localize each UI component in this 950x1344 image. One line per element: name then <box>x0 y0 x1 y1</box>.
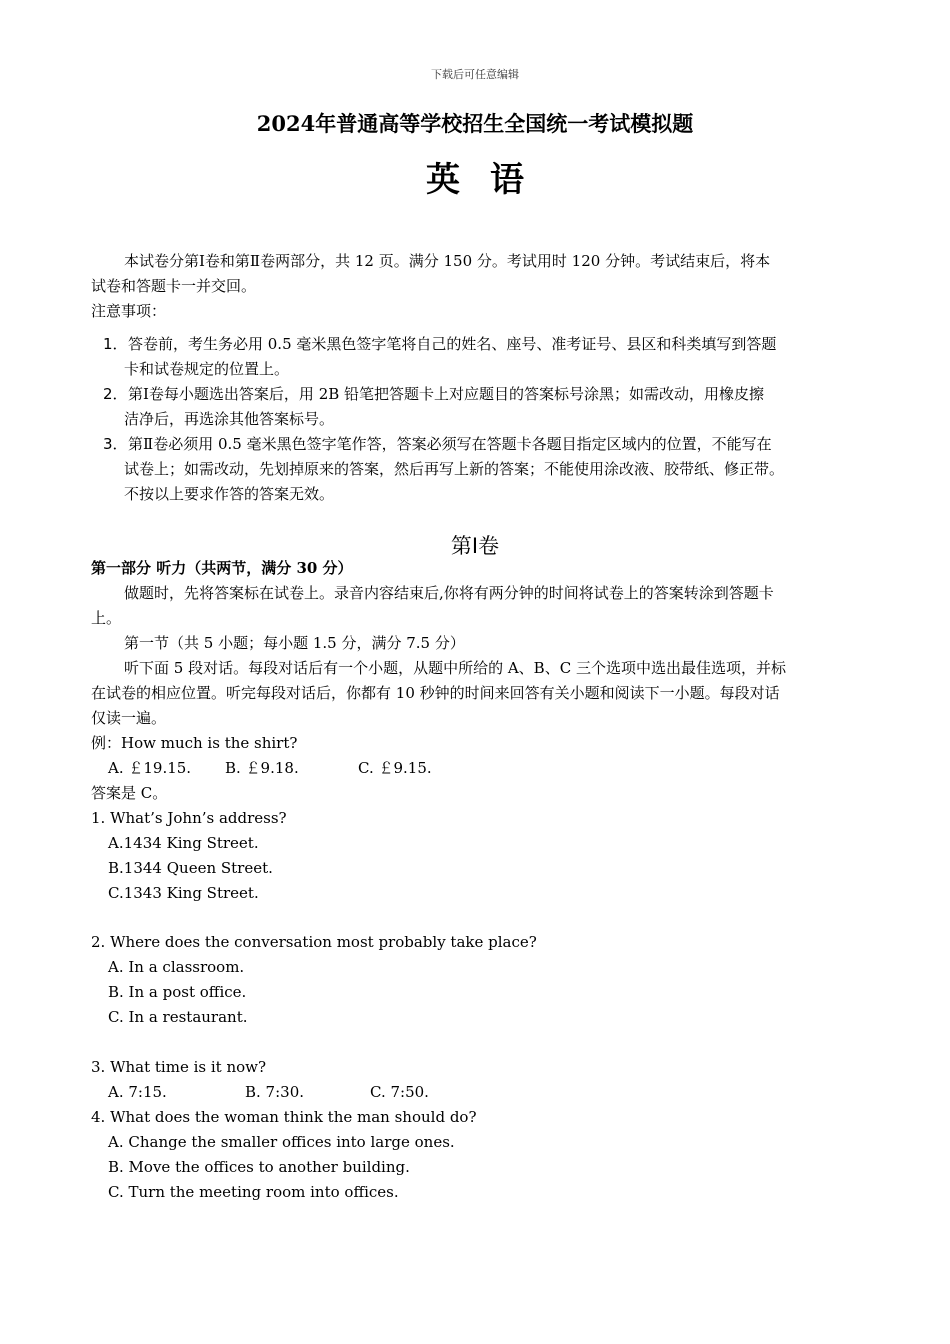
instruction-line: 听下面 5 段对话。每段对话后有一个小题，从题中所给的 A、B、C 三个选项中选出最佳选项，并标 <box>124 659 786 677</box>
question: 1. What’s John’s address? <box>91 809 287 827</box>
notice-text: 试卷上；如需改动，先划掉原来的答案，然后再写上新的答案；不能使用涂改液、胶带纸、修正带。 <box>124 460 785 478</box>
intro-line: 试卷和答题卡一并交回。 <box>91 277 257 295</box>
example-answer: 答案是 C。 <box>91 784 168 802</box>
notice-text: 第Ⅰ卷每小题选出答案后，用 2B 铅笔把答题卡上对应题目的答案标号涂黑；如需改动，用橡皮擦 <box>128 385 765 403</box>
example-question: 例：How much is the shirt? <box>91 734 298 752</box>
option: C. In a restaurant. <box>108 1008 248 1026</box>
section-title: 第Ⅰ卷 <box>450 534 500 558</box>
option: B. 7:30. <box>245 1083 305 1101</box>
option: C.1343 King Street. <box>108 884 259 902</box>
instruction-line: 做题时，先将答案标在试卷上。录音内容结束后,你将有两分钟的时间将试卷上的答案转涂到答题卡 <box>124 584 774 602</box>
intro-line: 本试卷分第Ⅰ卷和第Ⅱ卷两部分，共 12 页。满分 150 分。考试用时 120 分钟。考试结束后，将本 <box>124 252 771 270</box>
subject-title: 英语 <box>426 160 554 200</box>
option: B. In a post office. <box>108 983 247 1001</box>
example-option: B. ￡9.18. <box>225 759 299 777</box>
notice-text: 洁净后，再选涂其他答案标号。 <box>124 410 335 428</box>
option: A. Change the smaller offices into large ones. <box>108 1133 455 1151</box>
notice-text: 第Ⅱ卷必须用 0.5 毫米黑色签字笔作答，答案必须写在答题卡各题目指定区域内的位置，不能写在 <box>128 435 772 453</box>
sub-heading: 第一节（共 5 小题；每小题 1.5 分，满分 7.5 分） <box>124 634 465 652</box>
option: B. Move the offices to another building. <box>108 1158 410 1176</box>
instruction-line: 上。 <box>91 609 122 627</box>
option: B.1344 Queen Street. <box>108 859 273 877</box>
notice-text: 不按以上要求作答的答案无效。 <box>124 485 335 503</box>
option: A. 7:15. <box>108 1083 167 1101</box>
header-note: 下载后可任意编辑 <box>431 68 519 81</box>
question: 3. What time is it now? <box>91 1058 267 1076</box>
example-option: C. ￡9.15. <box>358 759 432 777</box>
exam-title: 2024年普通高等学校招生全国统一考试模拟题 <box>256 111 694 136</box>
notice-label: 注意事项： <box>91 302 167 320</box>
instruction-line: 仅读一遍。 <box>91 709 167 727</box>
part-heading: 第一部分 听力（共两节，满分 30 分） <box>91 559 353 577</box>
option: A. In a classroom. <box>108 958 245 976</box>
question: 2. Where does the conversation most probably take place? <box>91 933 537 951</box>
option: C. Turn the meeting room into offices. <box>108 1183 399 1201</box>
notice-number: 3． <box>103 435 128 453</box>
notice-text: 卡和试卷规定的位置上。 <box>124 360 290 378</box>
example-option: A. ￡19.15. <box>108 759 192 777</box>
instruction-line: 在试卷的相应位置。听完每段对话后，你都有 10 秒钟的时间来回答有关小题和阅读下一小题。每段对话 <box>91 684 780 702</box>
option: C. 7:50. <box>370 1083 429 1101</box>
notice-text: 答卷前，考生务必用 0.5 毫米黑色签字笔将自己的姓名、座号、准考证号、县区和科类填写到答题 <box>128 335 777 353</box>
notice-number: 1． <box>103 335 128 353</box>
option: A.1434 King Street. <box>108 834 259 852</box>
notice-number: 2． <box>103 385 128 403</box>
question: 4. What does the woman think the man should do? <box>91 1108 477 1126</box>
